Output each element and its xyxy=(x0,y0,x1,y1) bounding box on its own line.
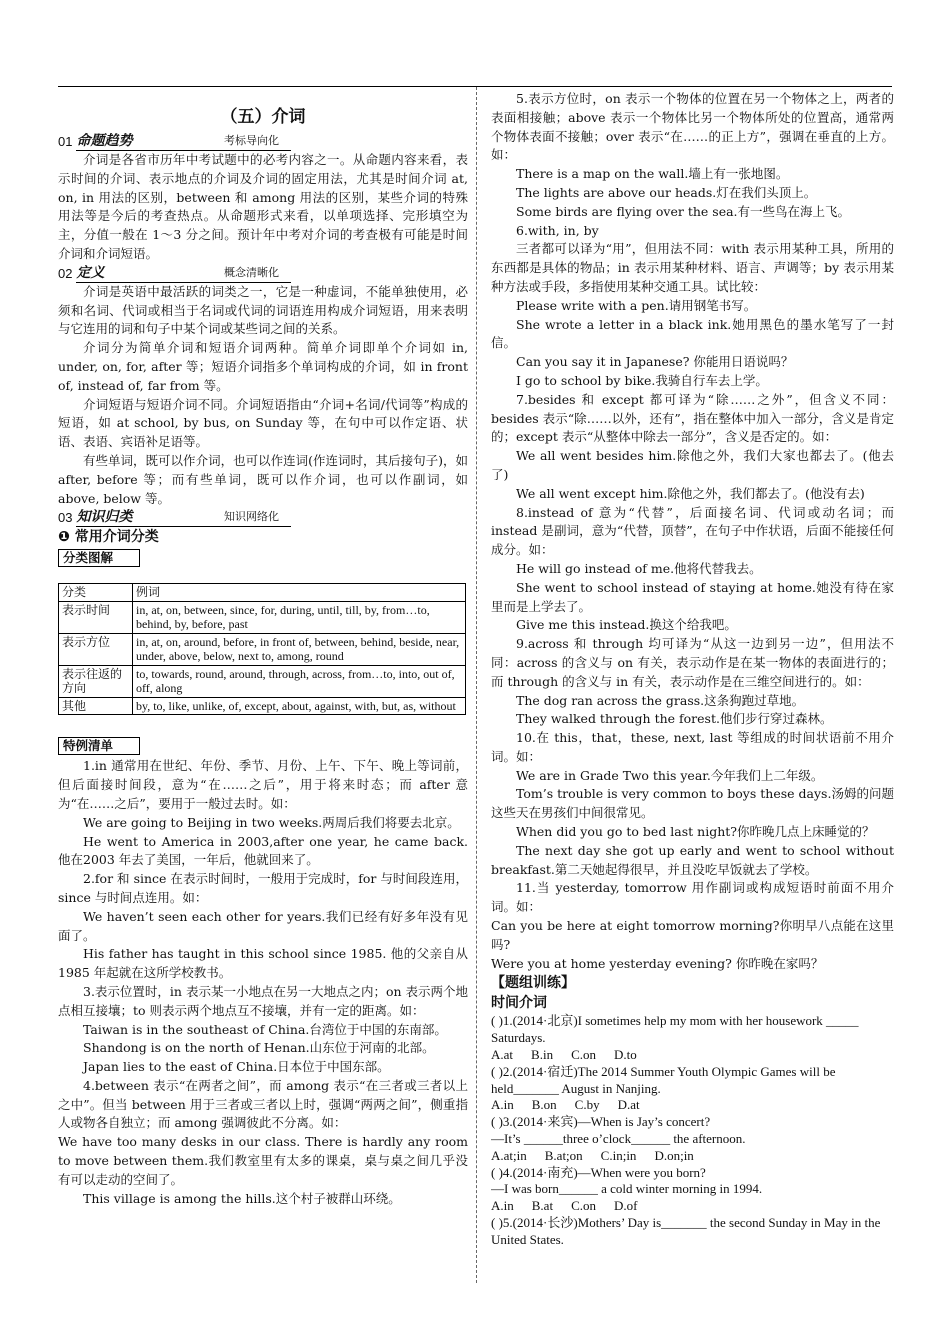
special-item: The next day she got up early and went to school without breakfast.第二天她起得很早，并且没吃早饭就去了学校。 xyxy=(491,842,894,877)
question-stem: ( )2.(2014·宿迁)The 2014 Summer Youth Olympic Games will be held_______ August in Nanjing. xyxy=(491,1063,836,1096)
table-cell-category: 表示往返的方向 xyxy=(59,665,133,697)
answer-option[interactable]: C.on xyxy=(571,1047,596,1063)
answer-option[interactable]: C.in;in xyxy=(600,1147,637,1163)
special-item: When did you go to bed last night?你昨晚几点上床睡觉的？ xyxy=(516,824,875,840)
column-divider xyxy=(476,87,477,1283)
special-item: We are in Grade Two this year.今年我们上二年级。 xyxy=(516,767,824,783)
question-options xyxy=(491,1047,894,1064)
special-item: There is a map on the wall.墙上有一张地图。 xyxy=(516,166,789,182)
special-item: 6.with, in, by xyxy=(516,222,599,238)
special-item: Please write with a pen.请用钢笔书写。 xyxy=(516,297,757,313)
question-stem: ( )1.(2014·北京)I sometimes help my mom with her housework _____ Saturdays. xyxy=(491,1013,859,1046)
special-item: Give me this instead.换这个给我吧。 xyxy=(516,617,737,633)
section-subtitle: 考标导向化 xyxy=(211,132,291,151)
answer-option[interactable]: B.at;on xyxy=(544,1147,583,1163)
question-item xyxy=(491,1064,894,1114)
special-item: She went to school instead of staying at home.她没有待在家里而是上学去了。 xyxy=(491,579,894,614)
special-item: We all went besides him.除他之外，我们大家也都去了。(他去了) xyxy=(491,448,894,482)
table-row xyxy=(59,601,466,633)
question-options xyxy=(491,1097,894,1114)
special-item: We all went except him.除他之外，我们都去了。(他没有去) xyxy=(516,485,865,501)
special-item: The dog ran across the grass.这条狗跑过草地。 xyxy=(516,692,805,708)
preposition-table xyxy=(58,583,466,715)
table-cell-words: in, at, on, between, since, for, during, until, till, by, from…to, behind, by, before, past xyxy=(133,601,466,633)
question-item xyxy=(491,1013,894,1063)
table-cell-words: in, at, on, around, before, in front of, between, behind, beside, near, under, above, below, next to, among, round xyxy=(133,633,466,665)
special-item: We are going to Beijing in two weeks.两周后我们将要去北京。 xyxy=(83,814,460,830)
special-item: 8.instead of 意为“代替”，后面接名词、代词或动名词；而 instead 是副词，意为“代替，顶替”，在句子中作状语，后面不能接任何成分。如： xyxy=(491,504,894,558)
answer-option[interactable]: C.on xyxy=(571,1198,596,1214)
section-tag: 定义 xyxy=(76,264,211,283)
exercise-heading: 【题组训练】 xyxy=(491,975,575,992)
special-item: 2.for 和 since 在表示时间时，一般用于完成时，for 与时间段连用，since 与时间点连用。如： xyxy=(58,871,468,905)
special-item: They walked through the forest.他们步行穿过森林。 xyxy=(516,711,833,727)
special-item: Were you at home yesterday evening? 你昨晚在家吗？ xyxy=(491,955,824,971)
special-item: Taiwan is in the southeast of China.台湾位于中国的东南部。 xyxy=(83,1021,447,1037)
table-row xyxy=(59,697,466,715)
answer-option[interactable]: D.of xyxy=(613,1198,638,1214)
special-item: 9.across 和 through 均可译为“从这一边到另一边”，但用法不同：across 的含义与 on 有关，表示动作是在某一物体的表面进行的；而 through 的含义与 in 有关，表示动作是在三维空间进行的。如： xyxy=(491,636,894,689)
question-stem: ( )3.(2014·来宾)—When is Jay’s concert? xyxy=(491,1114,711,1130)
special-item: I go to school by bike.我骑自行车去上学。 xyxy=(516,372,768,388)
question-stem: ( )5.(2014·长沙)Mothers’ Day is_______ the second Sunday in May in the United States. xyxy=(491,1215,881,1247)
table-cell-category: 表示时间 xyxy=(59,601,133,633)
question-list xyxy=(491,1013,894,1248)
answer-option[interactable]: B.in xyxy=(531,1047,554,1063)
section-subtitle: 概念清晰化 xyxy=(211,264,291,283)
special-item: Can you say it in Japanese? 你能用日语说吗？ xyxy=(516,354,794,370)
section-subtitle: 知识网络化 xyxy=(211,508,291,527)
special-item: 1.in 通常用在世纪、年份、季节、月份、上午、下午、晚上等词前，但后面接时间段，意为“在……之后”，用于将来时态；而 after 意为“在……之后”，要用于一般过去时。如： xyxy=(58,758,468,811)
section-tag: 知识归类 xyxy=(76,508,211,527)
table-cell-words: to, towards, round, around, through, across, from…to, into, out of, off, along xyxy=(133,665,466,697)
special-item: 4.between 表示“在两者之间”，而 among 表示“在三者或三者以上之中”。但当 between 用于三者或三者以上时，强调“两两之间”，侧重指人或物各自独立；而 among 强调彼此不分离。如： xyxy=(58,1077,468,1131)
special-item: His father has taught in this school since 1985. 他的父亲自从1985 年起就在这所学校教书。 xyxy=(58,946,468,981)
special-list-left xyxy=(58,757,468,1208)
question-options xyxy=(491,1148,894,1165)
definition-paragraph: 介词短语与短语介词不同。介词短语指由“介词+名词/代词等”构成的短语，如 at school, by bus, on Sunday 等，在句中可以作定语、状语、表语、宾语补足语等。 xyxy=(58,396,468,450)
answer-option[interactable]: A.in xyxy=(491,1198,514,1214)
question-stem-line: —It’s ______three o’clock______ the afternoon. xyxy=(491,1131,746,1147)
special-item: 10.在 this，that，these, next, last 等组成的时间状语前不用介词。如： xyxy=(491,730,894,764)
right-column xyxy=(491,90,894,1284)
section-heading-trend xyxy=(58,132,468,151)
special-item: Can you be here at eight tomorrow morning?你明早八点能在这里吗? xyxy=(491,918,894,952)
left-column xyxy=(58,90,468,1284)
special-item: 7.besides 和 except 都可译为“除……之外”，但含义不同：besides 表示“除……以外，还有”，指在整体中加入一部分，含义是肯定的；except 表示“从整体中除去一部分”，含义是否定的。如： xyxy=(491,391,894,445)
special-item: 5.表示方位时，on 表示一个物体的位置在另一个物体之上，两者的表面相接触；above 表示一个物体比另一个物体所处的位置高，通常两个物体表面不接触；over 表示“在……的正上方”，强调在垂直的上方。如： xyxy=(491,91,894,163)
special-item: This village is among the hills.这个村子被群山环绕。 xyxy=(83,1190,401,1206)
category-title: ❶ 常用介词分类 xyxy=(58,529,159,546)
table-cell-words: by, to, like, unlike, of, except, about, against, with, but, as, without xyxy=(133,697,466,715)
answer-option[interactable]: A.at;in xyxy=(491,1147,527,1163)
answer-option[interactable]: A.at xyxy=(491,1047,514,1063)
special-item: The lights are above our heads.灯在我们头顶上。 xyxy=(516,184,817,200)
special-item: 11.当 yesterday, tomorrow 用作副词或构成短语时前面不用介词。如： xyxy=(491,880,894,915)
answer-option[interactable]: B.on xyxy=(531,1097,557,1113)
special-item: Shandong is on the north of Henan.山东位于河南的北部。 xyxy=(83,1040,435,1056)
special-item: Japan lies to the east of China.日本位于中国东部。 xyxy=(83,1059,390,1075)
special-item: He will go instead of me.他将代替我去。 xyxy=(516,560,762,576)
answer-option[interactable]: D.to xyxy=(614,1047,637,1063)
special-item: We have too many desks in our class. There is hardly any room to move between them.我们教室里有太多的课桌，桌与桌之间几乎没有可以走动的空间了。 xyxy=(58,1134,468,1187)
answer-option[interactable]: D.at xyxy=(617,1097,640,1113)
question-item xyxy=(491,1114,894,1164)
section-number: 01 xyxy=(58,134,73,149)
table-cell-category: 其他 xyxy=(59,697,133,715)
top-rule xyxy=(58,86,892,87)
section-number: 02 xyxy=(58,265,73,281)
special-item: Tom’s trouble is very common to boys these days.汤姆的问题这些天在男孩们中间很常见。 xyxy=(491,786,894,821)
question-stem-line: —I was born______ a cold winter morning in 1994. xyxy=(491,1181,763,1197)
definition-paragraph: 介词是英语中最活跃的词类之一，它是一种虚词，不能单独使用，必须和名词、代词或相当于名词或代词的词语连用构成介词短语，用来表明与它连用的词和句子中某个词或某些词之间的关系。 xyxy=(58,283,468,337)
special-list-right xyxy=(491,90,894,973)
question-item xyxy=(491,1165,894,1215)
section-number: 03 xyxy=(58,510,73,526)
answer-option[interactable]: D.on;in xyxy=(654,1147,694,1163)
exercise-subheading: 时间介词 xyxy=(491,995,547,1012)
question-stem: ( )4.(2014·南充)—When were you born? xyxy=(491,1164,706,1180)
table-row xyxy=(59,665,466,697)
section-tag: 命题趋势 xyxy=(76,132,211,151)
special-list-label: 特例清单 xyxy=(58,737,140,755)
table-header: 例词 xyxy=(133,584,466,602)
special-item: Some birds are flying over the sea.有一些鸟在海上飞。 xyxy=(516,203,851,219)
question-options xyxy=(491,1198,894,1215)
answer-option[interactable]: A.in xyxy=(491,1097,514,1113)
question-item xyxy=(491,1215,894,1249)
table-cell-category: 表示方位 xyxy=(59,633,133,665)
special-item: He went to America in 2003,after one year, he came back. 他在2003 年去了美国，一年后，他就回来了。 xyxy=(58,833,468,868)
table-header-row xyxy=(59,584,466,602)
answer-option[interactable]: C.by xyxy=(574,1097,600,1113)
table-row xyxy=(59,633,466,665)
special-item: 三者都可以译为“用”，但用法不同：with 表示用某种工具，所用的东西都是具体的物品；in 表示用某种材料、语言、声调等；by 表示用某种方法或手段，多指使用某种交通工具。试比较： xyxy=(491,241,894,294)
answer-option[interactable]: B.at xyxy=(531,1198,554,1214)
special-item: We haven’t seen each other for years.我们已经有好多年没有见面了。 xyxy=(58,908,468,943)
page-title: （五）介词 xyxy=(220,107,306,127)
table-header: 分类 xyxy=(59,584,133,602)
section-heading-knowledge xyxy=(58,508,468,527)
section-heading-definition xyxy=(58,264,468,283)
special-item: She wrote a letter in a black ink.她用黑色的墨水笔写了一封信。 xyxy=(491,316,894,351)
definition-paragraph: 介词分为简单介词和短语介词两种。简单介词即单个介词如 in, under, on, for, after 等；短语介词指多个单词构成的介词，如 in front of, instead of, far from 等。 xyxy=(58,340,468,393)
diagram-label: 分类图解 xyxy=(58,549,140,567)
special-item: 3.表示位置时，in 表示某一小地点在另一大地点之内；on 表示两个地点相互接壤；to 则表示两个地点互不接壤，并有一定的距离。如： xyxy=(58,983,468,1018)
intro-paragraph: 介词是各省市历年中考试题中的必考内容之一。从命题内容来看，表示时间的介词、表示地点的介词及介词的固定用法，尤其是时间介词 at, on, in 用法的区别，between 和 among 用法的区别，某些介词的特殊用法等是今后的考查热点。从命题形式来看，以单项选择、完形填空为主，分值一般在 1～3 分之间。预计年中考对介词的考查极有可能是时间介词和介词短语。 xyxy=(58,152,468,261)
definition-paragraph: 有些单词，既可以作介词，也可以作连词(作连词时，其后接句子)，如 after, before 等；而有些单词，既可以作介词，也可以作副词，如 above, below 等。 xyxy=(58,452,468,506)
